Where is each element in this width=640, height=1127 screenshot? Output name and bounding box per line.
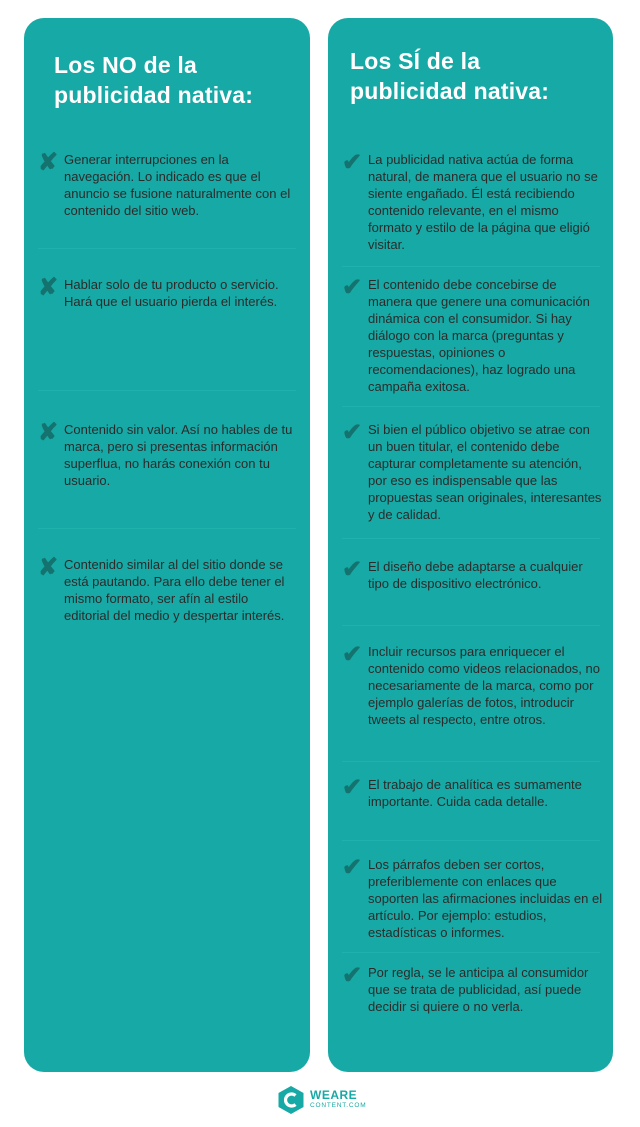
check-mark-icon: ✔ [342,274,363,301]
divider [342,406,600,407]
divider [342,952,600,953]
si-item-text: El diseño debe adaptarse a cualquier tipo de dispositivo electrónico. [368,559,583,591]
logo-are: ARE [330,1088,358,1102]
logo-wordmark [310,1089,357,1101]
logo-we: WE [310,1088,331,1102]
divider [342,761,600,762]
divider [342,840,600,841]
weare-content-logo[interactable] [277,1085,367,1117]
si-column-panel [328,18,613,1072]
divider [342,266,600,267]
no-item-text: Contenido sin valor. Así no hables de tu marca, pero si presentas información superflua, no harás conexión con tu usuario. [64,422,293,488]
divider [38,528,296,529]
si-column-title: Los SÍ de la publicidad nativa: [350,48,550,104]
check-mark-icon: ✔ [342,641,363,668]
check-mark-icon: ✔ [342,419,363,446]
cross-mark-icon: ✘ [38,274,59,301]
hexagon-c-logo-icon [277,1085,305,1115]
no-column-panel [24,18,310,1072]
cross-mark-icon: ✘ [38,554,59,581]
si-item-text: El trabajo de analítica es sumamente importante. Cuida cada detalle. [368,777,582,809]
check-mark-icon: ✔ [342,556,363,583]
check-mark-icon: ✔ [342,149,363,176]
si-item-text: La publicidad nativa actúa de forma natural, de manera que el usuario no se siente engañado. Él está recibiendo contenido relevante, en el mismo formato y estilo de la página que eligió visitar. [368,152,598,252]
check-mark-icon: ✔ [342,774,363,801]
cross-mark-icon: ✘ [38,419,59,446]
check-mark-icon: ✔ [342,854,363,881]
no-item-text: Generar interrupciones en la navegación. Lo indicado es que el anuncio se fusione naturalmente con el contenido del sitio web. [64,152,291,218]
divider [342,625,600,626]
si-item-text: Incluir recursos para enriquecer el contenido como videos relacionados, no necesariamente de la marca, como por ejemplo galerías de fotos, introducir tweets al respecto, entre otros. [368,644,600,727]
si-item-text: Los párrafos deben ser cortos, preferiblemente con enlaces que soporten las afirmaciones incluidas en el artículo. Por ejemplo: estudios, estadísticas o informes. [368,857,603,940]
si-item-text: Por regla, se le anticipa al consumidor que se trata de publicidad, así puede decidir si quiere o no verla. [368,965,589,1014]
si-item-text: El contenido debe concebirse de manera que genere una comunicación dinámica con el consumidor. Si hay diálogo con la marca (preguntas y respuestas, opiniones o recomendaciones), haz logrado una campaña exitosa. [368,277,590,394]
divider [38,248,296,249]
cross-mark-icon: ✘ [38,149,59,176]
no-column-title: Los NO de la publicidad nativa: [54,52,254,108]
divider [342,538,600,539]
no-item-text: Hablar solo de tu producto o servicio. Hará que el usuario pierda el interés. [64,277,279,309]
si-item-text: Si bien el público objetivo se atrae con un buen titular, el contenido debe capturar completamente su atención, por eso es indispensable que las propuestas sean originales, interesantes y de calidad. [368,422,602,522]
no-item-text: Contenido similar al del sitio donde se está pautando. Para ello debe tener el mismo formato, ser afín al estilo editorial del medio y despertar interés. [64,557,285,623]
check-mark-icon: ✔ [342,962,363,989]
divider [38,390,296,391]
logo-domain: CONTENT.COM [310,1102,367,1109]
